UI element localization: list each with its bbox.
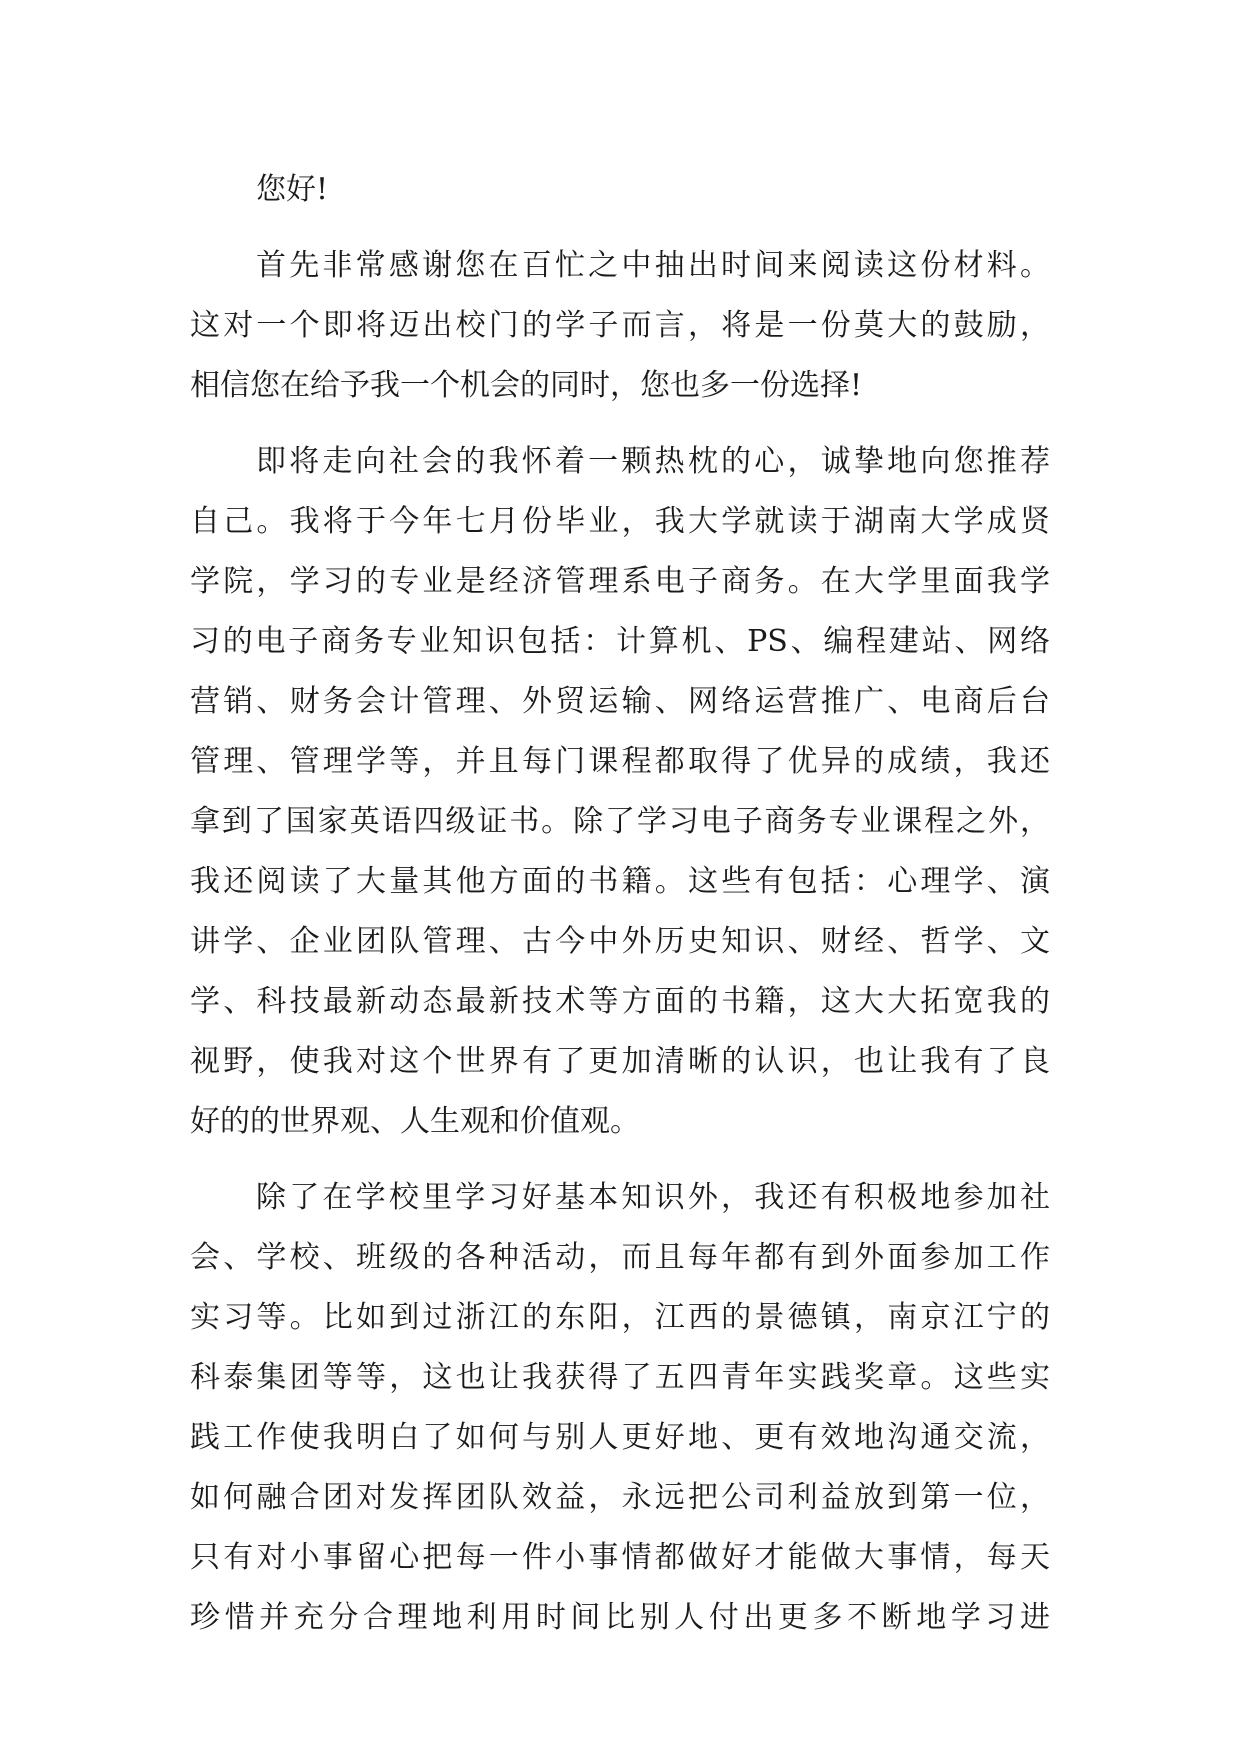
paragraph-line: 我还阅读了大量其他方面的书籍。这些有包括：心理学、演	[190, 864, 1050, 899]
paragraph-line: 视野，使我对这个世界有了更加清晰的认识，也让我有了良	[190, 1044, 1050, 1079]
paragraph-line: 拿到了国家英语四级证书。除了学习电子商务专业课程之外，	[190, 804, 1050, 839]
paragraph-line: 好的的世界观、人生观和价值观。	[190, 1104, 640, 1139]
paragraph-line: 学院，学习的专业是经济管理系电子商务。在大学里面我学	[190, 564, 1050, 599]
paragraph-gap	[190, 416, 1050, 432]
paragraph-line: 会、学校、班级的各种活动，而且每年都有到外面参加工作	[190, 1240, 1050, 1275]
greeting: 您好!	[256, 172, 329, 207]
paragraph-line: 珍惜并充分合理地利用时间比别人付出更多不断地学习进	[190, 1600, 1050, 1635]
paragraph-line: 这对一个即将迈出校门的学子而言，将是一份莫大的鼓励，	[190, 308, 1050, 343]
paragraph-line: 除了在学校里学习好基本知识外，我还有积极地参加社	[256, 1180, 1050, 1215]
paragraph-line: 营销、财务会计管理、外贸运输、网络运营推广、电商后台	[190, 684, 1050, 719]
paragraph-line: 首先非常感谢您在百忙之中抽出时间来阅读这份材料。	[256, 248, 1050, 283]
paragraph-2	[190, 432, 1050, 1152]
paragraph-gap	[190, 1152, 1050, 1168]
paragraph-line: 学、科技最新动态最新技术等方面的书籍，这大大拓宽我的	[190, 984, 1050, 1019]
paragraph-line: 相信您在给予我一个机会的同时，您也多一份选择!	[190, 368, 863, 403]
paragraph-line: 践工作使我明白了如何与别人更好地、更有效地沟通交流，	[190, 1420, 1050, 1455]
paragraph-1	[190, 236, 1050, 416]
letter-page	[190, 160, 1050, 1648]
paragraph-line: 科泰集团等等，这也让我获得了五四青年实践奖章。这些实	[190, 1360, 1050, 1395]
paragraph-line: 即将走向社会的我怀着一颗热枕的心，诚挚地向您推荐	[256, 444, 1050, 479]
paragraph-line: 管理、管理学等，并且每门课程都取得了优异的成绩，我还	[190, 744, 1050, 779]
paragraph-line: 如何融合团对发挥团队效益，永远把公司利益放到第一位，	[190, 1480, 1050, 1515]
paragraph-line: 习的电子商务专业知识包括：计算机、PS、编程建站、网络	[190, 624, 1050, 659]
paragraph-gap	[190, 220, 1050, 236]
paragraph-line: 自己。我将于今年七月份毕业，我大学就读于湖南大学成贤	[190, 504, 1050, 539]
paragraph-3	[190, 1168, 1050, 1648]
paragraph-line: 讲学、企业团队管理、古今中外历史知识、财经、哲学、文	[190, 924, 1050, 959]
paragraph-line: 只有对小事留心把每一件小事情都做好才能做大事情，每天	[190, 1540, 1050, 1575]
paragraph-line: 实习等。比如到过浙江的东阳，江西的景德镇，南京江宁的	[190, 1300, 1050, 1335]
